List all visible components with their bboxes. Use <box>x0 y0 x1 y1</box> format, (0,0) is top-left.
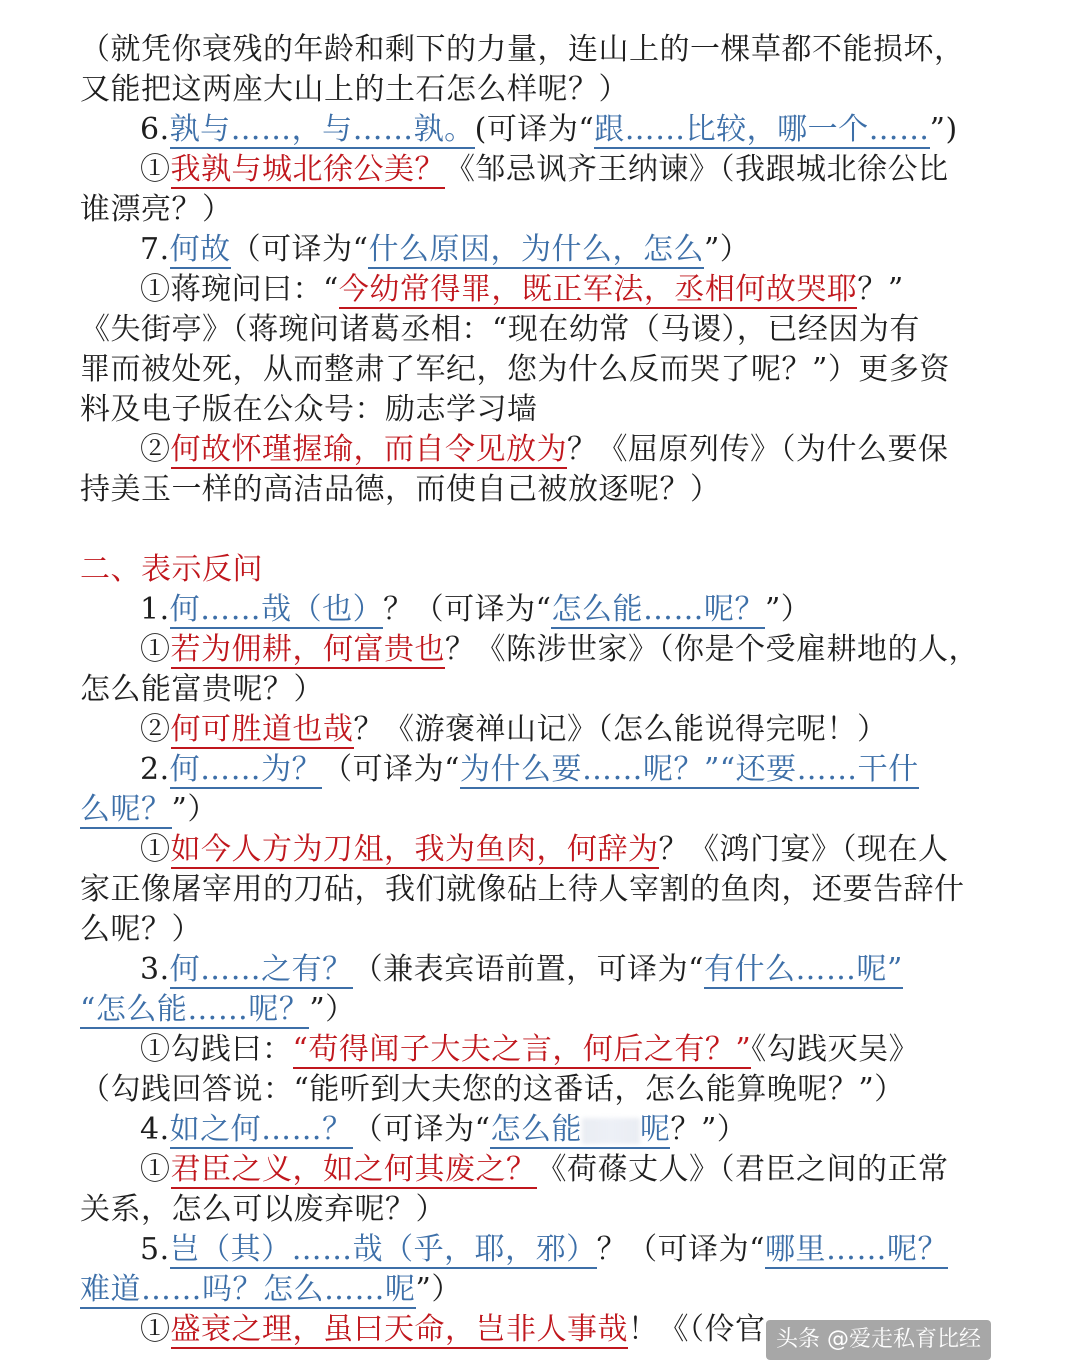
example-quote: 若为佣耕，何富贵也 <box>170 632 445 667</box>
translation-phrase: 怎么能……呢？ <box>551 592 765 627</box>
example-quote: 君臣之义，如之何其废之？ <box>170 1152 537 1187</box>
text-line: 谁漂亮？） <box>80 192 233 227</box>
text-span: ？《陈涉世家》（你是个受雇耕地的人， <box>445 632 979 667</box>
translation-phrase: 么呢？ <box>80 792 172 827</box>
text-span: ② <box>140 432 171 467</box>
item-number: 5. <box>140 1232 170 1267</box>
text-span: ？（可译为“ <box>383 592 552 627</box>
example-quote: 今幼常得罪，既正军法，丞相何故哭耶 <box>338 272 858 307</box>
pattern-phrase: 如之何……？ <box>169 1112 353 1147</box>
translation-phrase: 为什么要……呢？”“还要……干什 <box>459 752 919 787</box>
text-span: ①蒋琬问曰：“ <box>140 272 339 307</box>
text-span: ”) <box>929 112 958 147</box>
example-line <box>140 430 949 470</box>
text-line <box>80 1270 462 1310</box>
example-line <box>140 630 979 670</box>
example-quote: “苟得闻子大夫之言，何后之有？” <box>292 1032 752 1067</box>
item-number: 7. <box>140 232 170 267</box>
text-span: 《荷蓧丈人》（君臣之间的正常 <box>536 1152 949 1187</box>
text-span: （可译为“ <box>322 752 460 787</box>
text-span: ！《（伶官 <box>628 1312 766 1347</box>
item-number: 4. <box>140 1112 170 1147</box>
text-span: ？” <box>857 272 904 307</box>
text-span: ？《游褒禅山记》（怎么能说得完呢！） <box>353 712 888 747</box>
example-line <box>140 710 888 750</box>
text-span: ”） <box>703 232 751 267</box>
text-line <box>80 790 218 830</box>
pattern-phrase: 何……哉（也） <box>169 592 384 627</box>
text-line: 又能把这两座大山上的土石怎么样呢？） <box>80 72 629 107</box>
item-number: 3. <box>140 952 170 987</box>
example-quote: 何故怀瑾握瑜，而自令见放为 <box>170 432 567 467</box>
text-line <box>80 990 356 1030</box>
item-number: 6. <box>140 112 170 147</box>
text-line: 持美玉一样的高洁品德，而使自己被放逐呢？） <box>80 472 721 507</box>
text-span: (可译为“ <box>474 112 595 147</box>
example-line <box>140 150 949 190</box>
text-line: （就凭你衰残的年龄和剩下的力量，连山上的一棵草都不能损坏， <box>80 32 965 67</box>
text-span: ”） <box>415 1272 462 1307</box>
text-span: 《勾践灭吴》 <box>751 1032 920 1067</box>
translation-phrase <box>490 1112 670 1149</box>
example-quote: 如今人方为刀俎，我为鱼肉，何辞为 <box>170 832 659 867</box>
text-span: ① <box>140 632 171 667</box>
pattern-6-line <box>140 110 958 150</box>
text-line: 么呢？） <box>80 912 202 947</box>
text-span: ① <box>140 152 171 187</box>
translation-phrase: 难道……吗？怎么……呢 <box>80 1272 416 1307</box>
pattern-7-line <box>140 230 750 270</box>
example-quote: 盛衰之理，虽曰天命，岂非人事哉 <box>170 1312 628 1347</box>
text-span: 《邹忌讽齐王纳谏》（我跟城北徐公比 <box>445 152 949 187</box>
pattern-phrase: 孰与……，与……孰。 <box>169 112 475 147</box>
example-line <box>140 1150 949 1190</box>
translation-phrase: 有什么……呢” <box>703 952 903 987</box>
text-line: 家正像屠宰用的刀砧，我们就像砧上待人宰割的鱼肉，还要告辞什 <box>80 872 965 907</box>
text-span: ①勾践曰： <box>140 1032 293 1067</box>
example-line <box>140 1310 766 1350</box>
pattern-2-line <box>140 750 919 790</box>
text-line: 《失街亭》（蒋琬问诸葛丞相：“现在幼常（马谡），已经因为有 <box>80 312 920 347</box>
pattern-1-line <box>140 590 811 630</box>
text-span: ”） <box>171 792 218 827</box>
text-span: 怎么能 <box>490 1112 582 1147</box>
text-span: ① <box>140 1312 171 1347</box>
pattern-phrase: 何……之有？ <box>169 952 353 987</box>
text-span: ”） <box>309 992 356 1027</box>
text-span: ① <box>140 832 171 867</box>
text-span: ？”） <box>670 1112 748 1147</box>
example-quote: 何可胜道也哉 <box>170 712 354 747</box>
text-span: ？《屈原列传》（为什么要保 <box>567 432 949 467</box>
text-line: 罪而被处死，从而整肃了军纪，您为什么反而哭了呢？”）更多资 <box>80 352 950 387</box>
text-span: ”） <box>764 592 812 627</box>
text-span: （兼表宾语前置，可译为“ <box>352 952 704 987</box>
text-span: ② <box>140 712 171 747</box>
text-span: （可译为“ <box>352 1112 491 1147</box>
text-span: （可译为“ <box>230 232 369 267</box>
pattern-5-line <box>140 1230 948 1270</box>
text-line: 关系，怎么可以废弃呢？） <box>80 1192 446 1227</box>
pattern-phrase: 岂（其）……哉（乎，耶，邪） <box>169 1232 597 1267</box>
blurred-region <box>582 1118 640 1144</box>
example-quote: 我孰与城北徐公美？ <box>170 152 445 187</box>
translation-phrase: 跟……比较，哪一个…… <box>594 112 930 147</box>
text-line: 怎么能富贵呢？） <box>80 672 324 707</box>
item-number: 1. <box>140 592 170 627</box>
example-line <box>140 1030 919 1070</box>
text-span: 呢 <box>639 1112 671 1147</box>
pattern-4-line <box>140 1110 747 1150</box>
pattern-phrase: 何故 <box>169 232 231 267</box>
translation-phrase: 哪里……呢？ <box>764 1232 948 1267</box>
text-line: （勾践回答说：“能听到大夫您的这番话，怎么能算晚呢？”） <box>80 1072 905 1107</box>
example-line <box>140 270 904 310</box>
translation-phrase: “怎么能……呢？ <box>80 992 310 1027</box>
pattern-phrase: 何……为？ <box>169 752 323 787</box>
text-line: 料及电子版在公众号：励志学习墙 <box>80 392 538 427</box>
text-span: ？（可译为“ <box>596 1232 765 1267</box>
watermark: 头条 @爱走私育比经 <box>766 1320 991 1360</box>
translation-phrase: 什么原因，为什么，怎么 <box>368 232 704 267</box>
section-heading: 二、表示反问 <box>80 552 263 587</box>
item-number: 2. <box>140 752 170 787</box>
example-line <box>140 830 949 870</box>
text-span: ？《鸿门宴》（现在人 <box>658 832 949 867</box>
pattern-3-line <box>140 950 903 990</box>
text-span: ① <box>140 1152 171 1187</box>
